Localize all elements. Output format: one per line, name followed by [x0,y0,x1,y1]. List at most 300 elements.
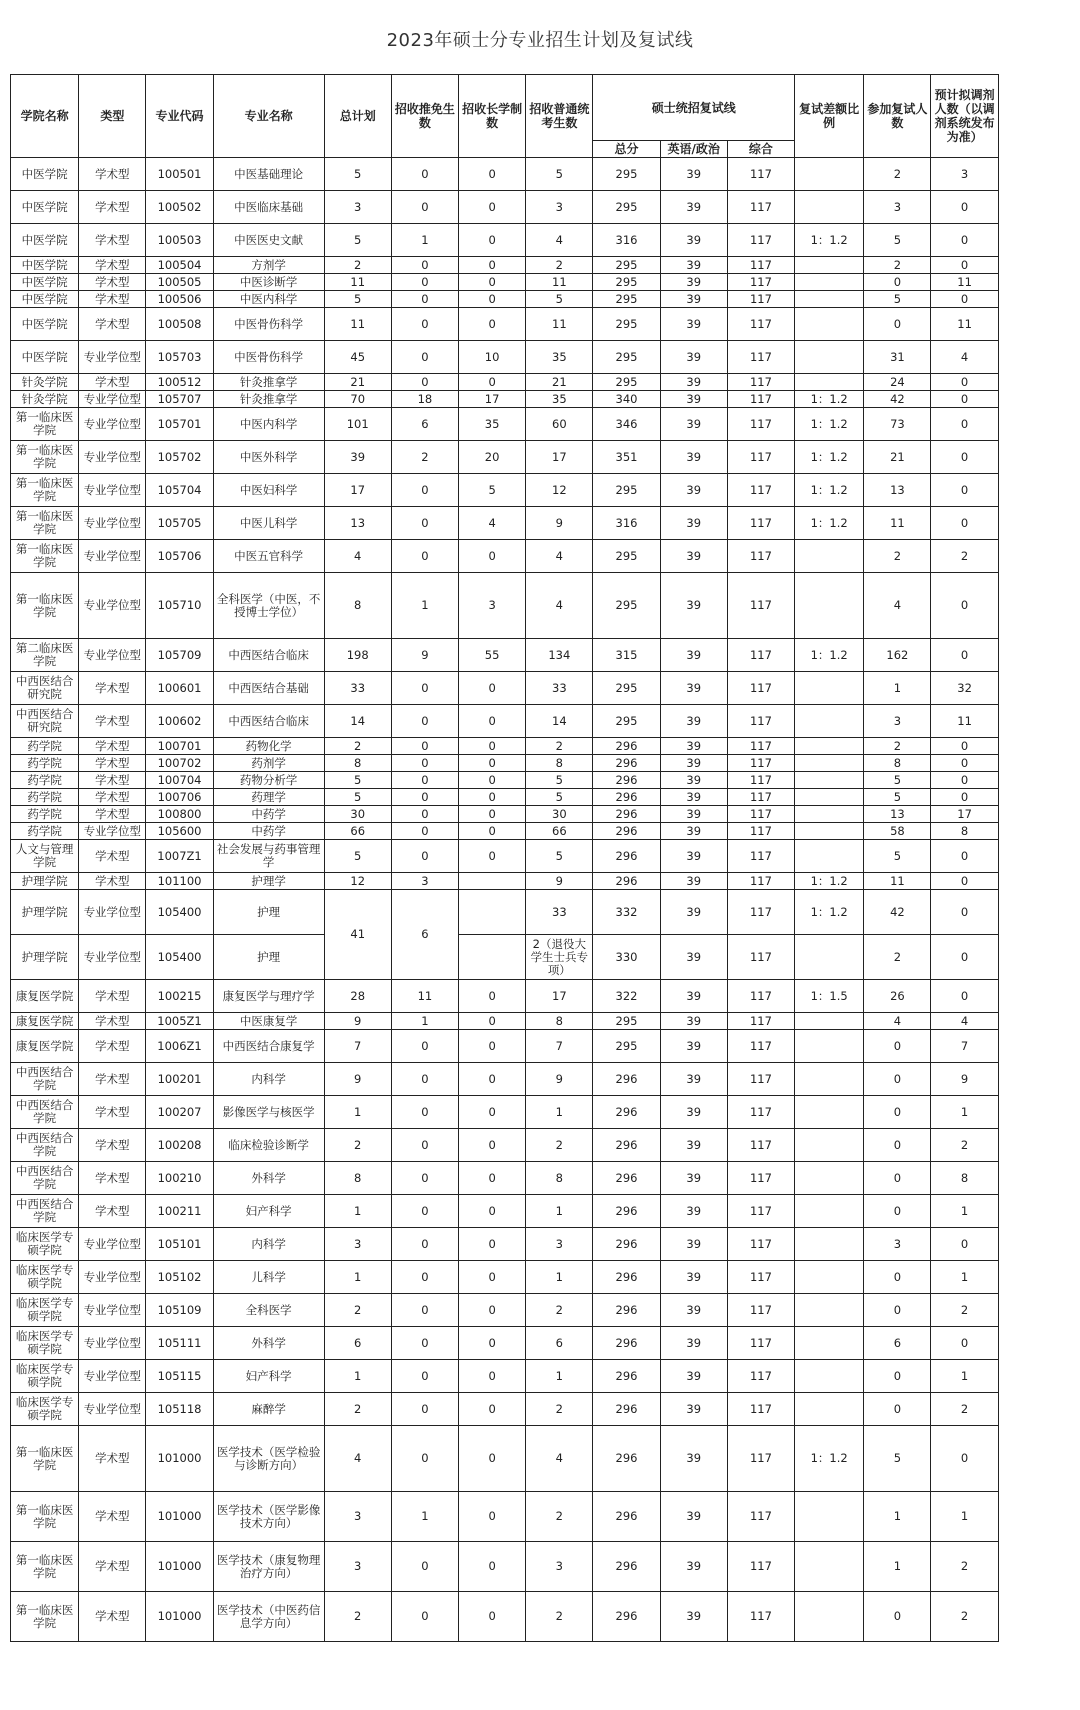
cell-college: 第一临床医学院 [11,540,79,573]
table-body [11,158,1070,1642]
cell-count: 6 [864,1327,931,1360]
cell-code: 100506 [146,291,213,308]
table-row [11,191,1070,224]
cell-score: 296 [593,1542,660,1592]
table-row [11,890,1070,935]
cell-total: 33 [324,672,391,705]
cell-code: 105101 [146,1228,213,1261]
cell-count: 0 [864,1129,931,1162]
cell-college: 中医学院 [11,308,79,341]
cell-ep: 39 [660,1228,727,1261]
table-row [11,980,1070,1013]
cell-type: 学术型 [79,840,146,873]
cell-total: 3 [324,1542,391,1592]
cell-comp: 117 [727,1228,794,1261]
cell-comp: 117 [727,1327,794,1360]
cell-major: 儿科学 [213,1261,324,1294]
cell-type: 学术型 [79,772,146,789]
cell-regular: 8 [526,1013,593,1030]
cell-ratio: 1：1.2 [795,224,864,257]
cell-code: 105111 [146,1327,213,1360]
cell-ep: 39 [660,1096,727,1129]
cell-code: 100502 [146,191,213,224]
cell-exempt: 0 [391,257,458,274]
cell-ep: 39 [660,705,727,738]
table-row [11,1261,1070,1294]
cell-regular: 66 [526,823,593,840]
cell-ep: 39 [660,738,727,755]
cell-score: 316 [593,224,660,257]
cell-ep: 39 [660,1294,727,1327]
cell-count: 42 [864,391,931,408]
cell-type: 学术型 [79,1096,146,1129]
table-row [11,224,1070,257]
cell-adjust: 17 [931,806,998,823]
cell-long [459,873,526,890]
cell-code: 100503 [146,224,213,257]
cell-ratio: 1：1.2 [795,441,864,474]
cell-ep: 39 [660,1129,727,1162]
col-code: 专业代码 [146,75,213,158]
cell-code: 101000 [146,1492,213,1542]
cell-long: 0 [459,291,526,308]
cell-ep: 39 [660,755,727,772]
table-row [11,873,1070,890]
cell-comp: 117 [727,257,794,274]
cell-ratio: 1：1.2 [795,474,864,507]
cell-college: 中医学院 [11,291,79,308]
cell-total: 8 [324,755,391,772]
cell-regular: 7 [526,1030,593,1063]
cell-total: 14 [324,705,391,738]
cell-college: 中医学院 [11,224,79,257]
cell-type: 学术型 [79,1030,146,1063]
cell-ratio: 1：1.2 [795,890,864,935]
cell-count: 11 [864,507,931,540]
cell-comp: 117 [727,705,794,738]
cell-total: 6 [324,1327,391,1360]
cell-total: 45 [324,341,391,374]
cell-adjust: 0 [931,191,998,224]
cell-type: 学术型 [79,873,146,890]
cell-major: 外科学 [213,1162,324,1195]
cell-ratio [795,191,864,224]
cell-exempt: 0 [391,291,458,308]
cell-score: 296 [593,1129,660,1162]
cell-ratio: 1：1.2 [795,639,864,672]
cell-code: 105709 [146,639,213,672]
cell-regular: 2（退役大学生士兵专项） [526,935,593,980]
cell-comp: 117 [727,1426,794,1492]
cell-adjust: 2 [931,1294,998,1327]
cell-exempt: 0 [391,1426,458,1492]
cell-code: 100501 [146,158,213,191]
cell-major: 中医妇科学 [213,474,324,507]
cell-exempt: 11 [391,980,458,1013]
cell-code: 100706 [146,789,213,806]
cell-count: 8 [864,755,931,772]
cell-count: 0 [864,1063,931,1096]
cell-comp: 117 [727,639,794,672]
cell-ep: 39 [660,224,727,257]
cell-count: 0 [864,1162,931,1195]
cell-ep: 39 [660,291,727,308]
cell-adjust: 0 [931,1426,998,1492]
cell-long: 0 [459,1592,526,1642]
cell-college: 人文与管理学院 [11,840,79,873]
cell-code: 105118 [146,1393,213,1426]
cell-major: 中医儿科学 [213,507,324,540]
cell-count: 4 [864,573,931,639]
cell-long: 0 [459,1228,526,1261]
cell-score: 295 [593,191,660,224]
cell-type: 学术型 [79,291,146,308]
cell-ratio [795,1228,864,1261]
cell-college: 康复医学院 [11,1013,79,1030]
cell-adjust: 2 [931,1129,998,1162]
cell-type: 专业学位型 [79,823,146,840]
cell-regular: 9 [526,873,593,890]
cell-ratio [795,672,864,705]
cell-exempt: 0 [391,1096,458,1129]
cell-major: 中医康复学 [213,1013,324,1030]
cell-total: 30 [324,806,391,823]
cell-adjust: 1 [931,1096,998,1129]
cell-regular: 9 [526,1063,593,1096]
table-row [11,540,1070,573]
cell-total: 4 [324,540,391,573]
cell-adjust: 8 [931,1162,998,1195]
cell-comp: 117 [727,1195,794,1228]
cell-ratio [795,1013,864,1030]
cell-total: 2 [324,738,391,755]
cell-code: 100208 [146,1129,213,1162]
cell-regular: 21 [526,374,593,391]
table-row [11,1592,1070,1642]
cell-comp: 117 [727,823,794,840]
cell-adjust: 2 [931,540,998,573]
cell-ep: 39 [660,1063,727,1096]
cell-ep: 39 [660,191,727,224]
cell-count: 0 [864,274,931,291]
cell-comp: 117 [727,1393,794,1426]
cell-count: 0 [864,1294,931,1327]
cell-regular: 17 [526,441,593,474]
cell-total: 11 [324,274,391,291]
cell-adjust: 0 [931,772,998,789]
cell-major: 中西医结合基础 [213,672,324,705]
cell-exempt: 0 [391,672,458,705]
cell-long: 20 [459,441,526,474]
cell-adjust: 0 [931,441,998,474]
cell-total: 5 [324,772,391,789]
cell-major: 全科医学（中医，不授博士学位） [213,573,324,639]
cell-code: 100215 [146,980,213,1013]
cell-major: 中西医结合康复学 [213,1030,324,1063]
cell-code: 1007Z1 [146,840,213,873]
cell-type: 学术型 [79,224,146,257]
cell-count: 73 [864,408,931,441]
cell-long: 0 [459,755,526,772]
cell-ratio [795,540,864,573]
cell-ep: 39 [660,1327,727,1360]
cell-type: 专业学位型 [79,441,146,474]
table-row [11,1393,1070,1426]
cell-score: 296 [593,1096,660,1129]
cell-total: 5 [324,224,391,257]
cell-code: 105701 [146,408,213,441]
table-row [11,1195,1070,1228]
cell-code: 105400 [146,935,213,980]
col-line-group: 硕士统招复试线 [593,75,795,141]
table-row [11,672,1070,705]
cell-long: 5 [459,474,526,507]
cell-type: 学术型 [79,158,146,191]
table-row [11,573,1070,639]
cell-long: 0 [459,1360,526,1393]
cell-comp: 117 [727,873,794,890]
cell-code: 100601 [146,672,213,705]
cell-regular: 6 [526,1327,593,1360]
cell-long: 0 [459,980,526,1013]
cell-major: 护理学 [213,873,324,890]
cell-score: 296 [593,1492,660,1542]
cell-type: 学术型 [79,274,146,291]
cell-ratio [795,772,864,789]
cell-ratio [795,1195,864,1228]
cell-college: 针灸学院 [11,391,79,408]
cell-comp: 117 [727,274,794,291]
cell-regular: 2 [526,257,593,274]
cell-count: 42 [864,890,931,935]
cell-regular: 5 [526,789,593,806]
cell-regular: 5 [526,840,593,873]
cell-type: 学术型 [79,705,146,738]
cell-type: 专业学位型 [79,540,146,573]
cell-exempt: 1 [391,1013,458,1030]
cell-total: 101 [324,408,391,441]
cell-major: 医学技术（医学检验与诊断方向） [213,1426,324,1492]
cell-comp: 117 [727,1030,794,1063]
cell-score: 296 [593,755,660,772]
cell-long: 0 [459,705,526,738]
cell-college: 临床医学专硕学院 [11,1261,79,1294]
cell-major: 中医诊断学 [213,274,324,291]
cell-type: 学术型 [79,738,146,755]
cell-comp: 117 [727,1162,794,1195]
cell-exempt: 6 [391,890,458,980]
cell-regular: 2 [526,1294,593,1327]
table-row [11,474,1070,507]
cell-college: 第一临床医学院 [11,573,79,639]
cell-comp: 117 [727,980,794,1013]
table-row [11,1096,1070,1129]
cell-adjust: 7 [931,1030,998,1063]
cell-total: 21 [324,374,391,391]
cell-total: 2 [324,1393,391,1426]
col-long-system: 招收长学制数 [459,75,526,158]
cell-ratio [795,274,864,291]
table-row [11,308,1070,341]
cell-total: 17 [324,474,391,507]
cell-code: 105706 [146,540,213,573]
cell-major: 中医内科学 [213,408,324,441]
cell-college: 中西医结合学院 [11,1096,79,1129]
cell-ratio [795,1542,864,1592]
cell-long: 3 [459,573,526,639]
cell-type: 学术型 [79,1162,146,1195]
cell-code: 105115 [146,1360,213,1393]
cell-score: 296 [593,1228,660,1261]
cell-regular: 60 [526,408,593,441]
table-row [11,1294,1070,1327]
cell-adjust: 0 [931,224,998,257]
cell-exempt: 0 [391,806,458,823]
cell-ratio [795,308,864,341]
cell-comp: 117 [727,308,794,341]
cell-exempt: 0 [391,540,458,573]
cell-type: 专业学位型 [79,408,146,441]
cell-ep: 39 [660,274,727,291]
cell-ratio [795,1592,864,1642]
cell-ratio [795,374,864,391]
cell-count: 0 [864,1096,931,1129]
cell-comp: 117 [727,573,794,639]
cell-long: 0 [459,158,526,191]
cell-ep: 39 [660,308,727,341]
cell-regular: 3 [526,1542,593,1592]
cell-comp: 117 [727,1261,794,1294]
cell-count: 0 [864,1592,931,1642]
cell-ratio: 1：1.2 [795,873,864,890]
cell-exempt: 0 [391,1542,458,1592]
cell-exempt: 3 [391,873,458,890]
cell-adjust: 0 [931,738,998,755]
cell-college: 中医学院 [11,341,79,374]
cell-regular: 1 [526,1360,593,1393]
cell-type: 专业学位型 [79,890,146,935]
cell-count: 2 [864,738,931,755]
cell-regular: 4 [526,540,593,573]
table-row [11,507,1070,540]
cell-score: 295 [593,308,660,341]
cell-adjust: 0 [931,391,998,408]
cell-score: 295 [593,1030,660,1063]
cell-major: 中医骨伤科学 [213,308,324,341]
cell-comp: 117 [727,1360,794,1393]
cell-adjust: 3 [931,158,998,191]
cell-score: 296 [593,1195,660,1228]
cell-major: 外科学 [213,1327,324,1360]
cell-major: 中医外科学 [213,441,324,474]
cell-count: 1 [864,672,931,705]
cell-score: 295 [593,257,660,274]
cell-college: 第一临床医学院 [11,1492,79,1542]
cell-adjust: 4 [931,1013,998,1030]
cell-type: 专业学位型 [79,1327,146,1360]
cell-ratio: 1：1.2 [795,408,864,441]
cell-adjust: 0 [931,755,998,772]
cell-ep: 39 [660,1393,727,1426]
cell-college: 中西医结合研究院 [11,672,79,705]
table-row [11,789,1070,806]
cell-adjust: 0 [931,890,998,935]
cell-regular: 33 [526,672,593,705]
cell-major: 中医内科学 [213,291,324,308]
cell-ratio [795,1294,864,1327]
cell-count: 0 [864,1360,931,1393]
cell-ep: 39 [660,257,727,274]
cell-score: 295 [593,705,660,738]
cell-total: 5 [324,789,391,806]
cell-ratio [795,1393,864,1426]
cell-ratio [795,755,864,772]
cell-ep: 39 [660,789,727,806]
cell-score: 296 [593,1294,660,1327]
cell-adjust: 11 [931,308,998,341]
cell-ep: 39 [660,806,727,823]
cell-type: 专业学位型 [79,1360,146,1393]
table-row [11,1129,1070,1162]
cell-long: 0 [459,1393,526,1426]
cell-count: 1 [864,1542,931,1592]
cell-college: 第一临床医学院 [11,507,79,540]
cell-major: 方剂学 [213,257,324,274]
cell-long: 0 [459,374,526,391]
cell-code: 105109 [146,1294,213,1327]
cell-type: 学术型 [79,191,146,224]
cell-exempt: 0 [391,158,458,191]
cell-type: 学术型 [79,672,146,705]
cell-adjust: 0 [931,1327,998,1360]
cell-regular: 4 [526,573,593,639]
page-title: 2023年硕士分专业招生计划及复试线 [386,30,694,51]
cell-exempt: 0 [391,374,458,391]
cell-exempt: 0 [391,1195,458,1228]
cell-long: 0 [459,308,526,341]
cell-score: 296 [593,1426,660,1492]
cell-regular: 35 [526,341,593,374]
cell-long: 0 [459,191,526,224]
cell-long: 0 [459,1261,526,1294]
table-row [11,441,1070,474]
cell-type: 学术型 [79,1492,146,1542]
cell-ep: 39 [660,441,727,474]
cell-long: 0 [459,1492,526,1542]
cell-code: 105704 [146,474,213,507]
cell-long: 0 [459,1129,526,1162]
cell-regular: 134 [526,639,593,672]
cell-major: 中药学 [213,823,324,840]
col-regular: 招收普通统考生数 [526,75,593,158]
cell-total: 66 [324,823,391,840]
cell-type: 学术型 [79,1129,146,1162]
cell-count: 13 [864,474,931,507]
cell-adjust: 9 [931,1063,998,1096]
cell-type: 学术型 [79,1542,146,1592]
col-comprehensive: 综合 [727,141,794,158]
cell-regular: 17 [526,980,593,1013]
cell-score: 296 [593,873,660,890]
cell-college: 第一临床医学院 [11,1592,79,1642]
cell-college: 中医学院 [11,257,79,274]
cell-code: 101000 [146,1426,213,1492]
cell-score: 296 [593,806,660,823]
cell-count: 5 [864,789,931,806]
cell-comp: 117 [727,291,794,308]
cell-score: 322 [593,980,660,1013]
cell-ep: 39 [660,1162,727,1195]
